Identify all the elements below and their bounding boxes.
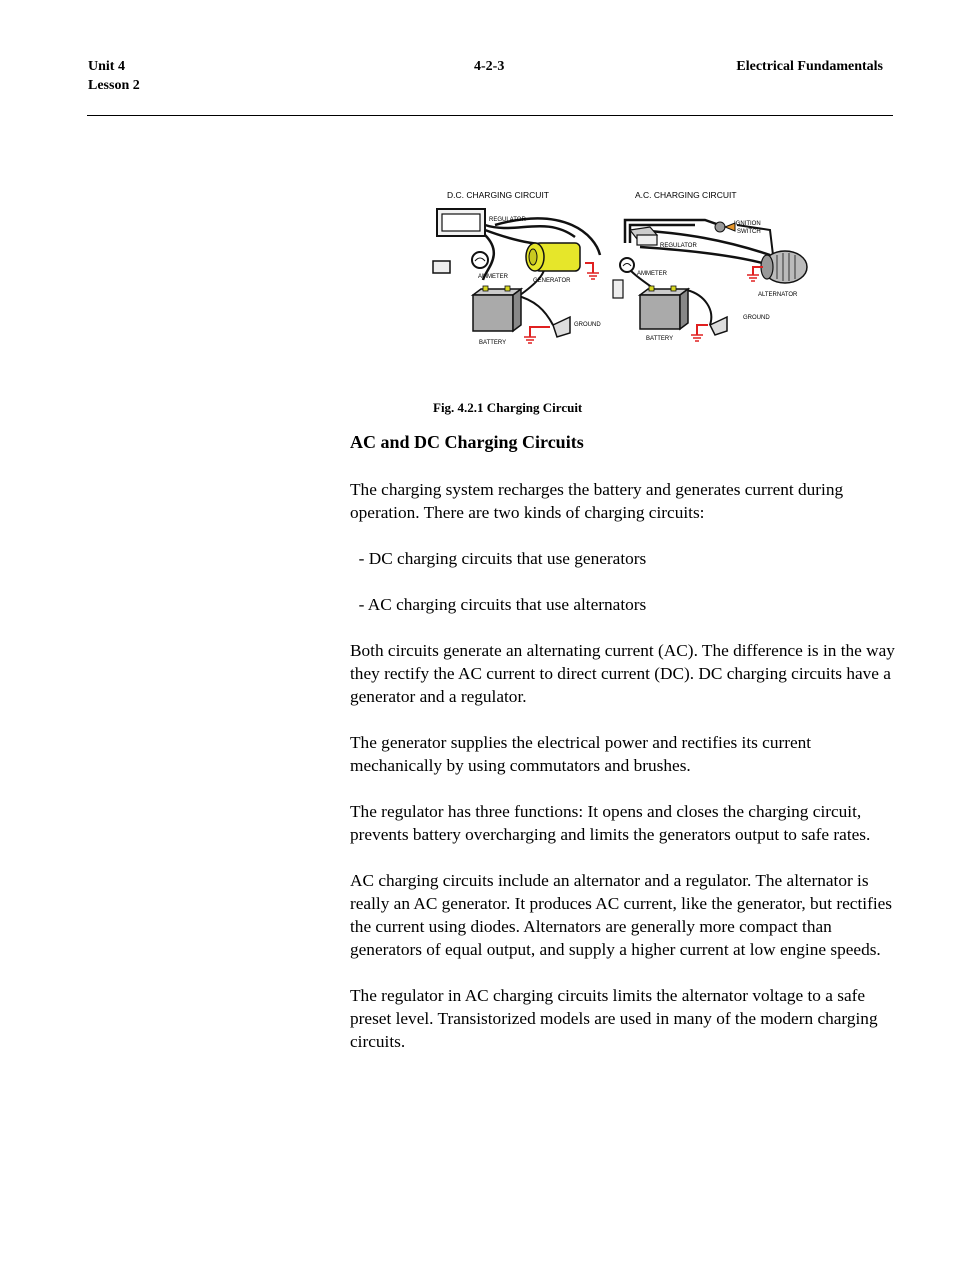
header-unit: Unit 4 bbox=[88, 59, 125, 74]
list-item: - DC charging circuits that use generators bbox=[350, 549, 647, 568]
dc-battery-side bbox=[513, 289, 521, 331]
ac-regulator-label: REGULATOR bbox=[660, 243, 697, 249]
charging-circuit-diagram bbox=[425, 185, 815, 355]
list-item: - AC charging circuits that use alternators bbox=[350, 595, 647, 614]
dc-ground-label: GROUND bbox=[574, 322, 601, 328]
dc-charging-circuit bbox=[433, 190, 601, 346]
page-number: 4-2-3 bbox=[474, 59, 505, 74]
dc-regulator-label: REGULATOR bbox=[489, 217, 526, 223]
ac-charging-circuit bbox=[613, 190, 807, 342]
ac-ground-label: GROUND bbox=[743, 315, 770, 321]
dc-ground-wire bbox=[530, 327, 550, 337]
dc-generator-hub bbox=[529, 249, 537, 265]
dc-battery bbox=[473, 295, 513, 331]
ac-ground-bracket bbox=[710, 317, 727, 335]
section-title: AC and DC Charging Circuits bbox=[350, 432, 584, 452]
dc-battery-terminal bbox=[483, 286, 488, 291]
dc-regulator-window bbox=[442, 214, 480, 231]
ac-battery-terminal bbox=[649, 286, 654, 291]
ac-ammeter bbox=[620, 258, 634, 272]
ac-ignition-switch bbox=[715, 222, 725, 232]
dc-ground-wire bbox=[585, 263, 593, 273]
dc-ammeter bbox=[472, 252, 488, 268]
header-unit-lesson bbox=[88, 57, 140, 95]
dc-generator-label: GENERATOR bbox=[533, 278, 571, 284]
dc-ammeter-label: AMMETER bbox=[478, 274, 508, 280]
paragraph: The regulator has three functions: It opens and closes the charging circuit, prevents battery overcharging and limits the generators output to safe rates. bbox=[350, 802, 871, 844]
ac-switch bbox=[613, 280, 623, 298]
dc-battery-ground-symbol bbox=[524, 337, 536, 343]
figure-caption: Fig. 4.2.1 Charging Circuit bbox=[433, 400, 583, 415]
paragraph: The regulator in AC charging circuits limits the alternator voltage to a safe preset level. Transistorized models are used in many of the modern charging circuits. bbox=[350, 986, 878, 1051]
charging-circuit-figure bbox=[425, 185, 815, 355]
ac-title: A.C. CHARGING CIRCUIT bbox=[635, 190, 737, 200]
dc-battery-label: BATTERY bbox=[479, 340, 507, 346]
dc-title: D.C. CHARGING CIRCUIT bbox=[447, 190, 549, 200]
header-divider bbox=[87, 115, 893, 116]
header-section: Electrical Fundamentals bbox=[736, 59, 883, 74]
ac-alternator-label: ALTERNATOR bbox=[758, 292, 798, 298]
paragraph: The charging system recharges the battery and generates current during operation. There are two kinds of charging circuits: bbox=[350, 480, 844, 522]
ac-regulator bbox=[637, 235, 657, 245]
ac-ignition-label-2: SWITCH bbox=[737, 229, 761, 235]
ac-battery-ground-symbol bbox=[691, 335, 703, 341]
ac-battery-side bbox=[680, 289, 688, 329]
paragraph: AC charging circuits include an alternator and a regulator. The alternator is really an AC generator. It produces AC current, like the generator, but rectifies the current using diodes. Alternators are generally more compact than generators of equal output, and supply a higher current at low engine speeds. bbox=[350, 871, 893, 959]
ac-wire bbox=[687, 290, 711, 325]
ac-battery bbox=[640, 295, 680, 329]
body-text bbox=[350, 478, 900, 1076]
header-lesson: Lesson 2 bbox=[88, 78, 140, 93]
dc-ground-symbol bbox=[587, 273, 599, 279]
ac-ammeter-label: AMMETER bbox=[637, 271, 667, 277]
ac-ignition-label-1: IGNITION bbox=[734, 221, 761, 227]
dc-battery-terminal bbox=[505, 286, 510, 291]
paragraph: Both circuits generate an alternating current (AC). The difference is in the way they rectify the AC current to direct current (DC). DC charging circuits have a generator and a regulator. bbox=[350, 641, 895, 706]
dc-switch bbox=[433, 261, 450, 273]
ac-battery-label: BATTERY bbox=[646, 336, 674, 342]
ac-alternator-ground-symbol bbox=[747, 275, 759, 281]
ac-battery-terminal bbox=[671, 286, 676, 291]
dc-ground-bracket bbox=[553, 317, 570, 337]
ac-ground-wire bbox=[697, 325, 708, 335]
paragraph: The generator supplies the electrical power and rectifies its current mechanically by using commutators and brushes. bbox=[350, 733, 812, 775]
